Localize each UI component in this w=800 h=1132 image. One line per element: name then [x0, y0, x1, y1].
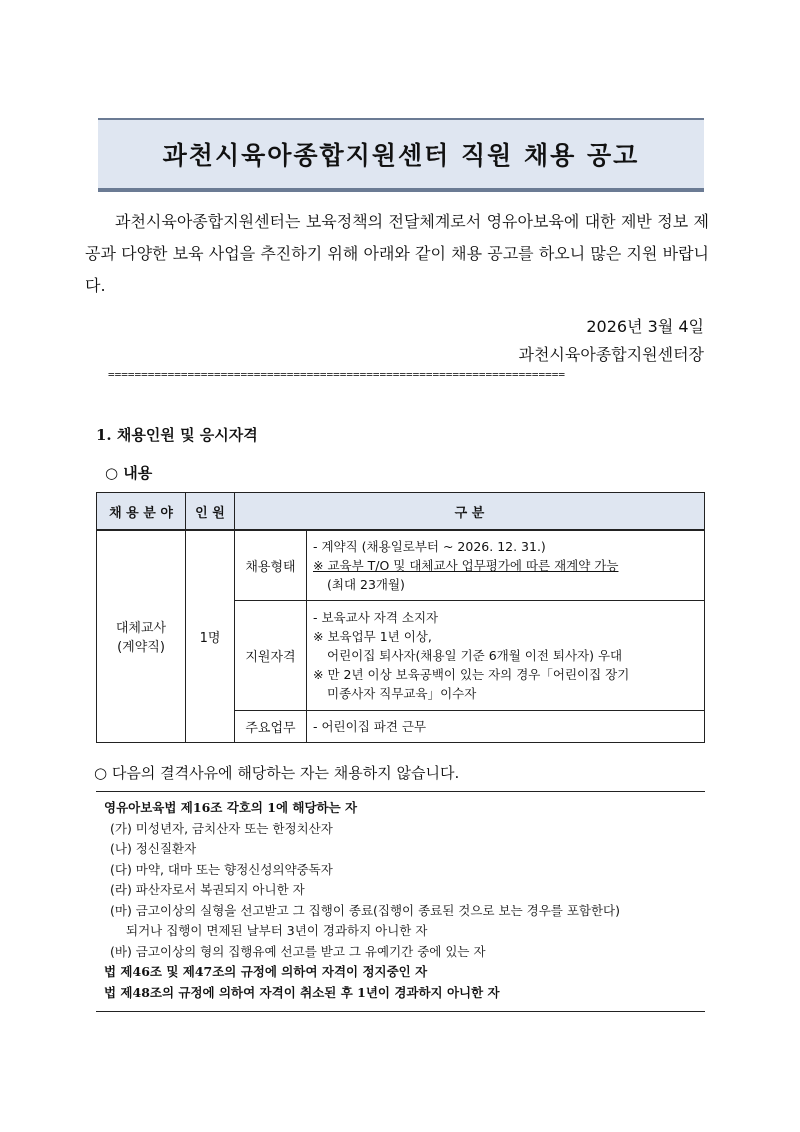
signature: 과천시육아종합지원센터장: [518, 345, 704, 364]
detail-line: 미종사자 직무교육」이수자: [327, 685, 477, 701]
recruitment-table: [96, 492, 705, 743]
list-item: (가) 미성년자, 금치산자 또는 한정치산자: [110, 820, 333, 836]
detail-cell: [307, 530, 705, 600]
detail-line: - 보육교사 자격 소지자: [313, 609, 439, 625]
detail-line: ※ 교육부 T/O 및 대체교사 업무평가에 따른 재계약 가능: [313, 557, 619, 573]
intro-text: 과천시육아종합지원센터는 보육정책의 전달체계로서 영유아보육에 대한 제반 정보 제공과 다양한 보육 사업을 추진하기 위해 아래와 같이 채용 공고를 하오니 많은 지원 바랍니다.: [85, 212, 709, 295]
detail-line: - 어린이집 파견 근무: [313, 718, 427, 734]
list-item: (나) 정신질환자: [110, 841, 197, 856]
list-item: (마) 금고이상의 실형을 선고받고 그 집행이 종료(집행이 종료된 것으로 보는 경우를 포함한다): [110, 902, 620, 918]
table-row: [97, 530, 705, 600]
count-cell: 1명: [186, 530, 235, 742]
detail-line: ※ 만 2년 이상 보육공백이 있는 자의 경우「어린이집 장기: [313, 666, 630, 682]
field-type: (계약직): [117, 640, 165, 656]
table-header-row: [97, 493, 705, 531]
section-title: 1. 채용인원 및 응시자격: [96, 426, 258, 444]
detail-cell: [307, 710, 705, 742]
law-48-clause: 법 제48조의 규정에 의하여 자격이 취소된 후 1년이 경과하지 아니한 자: [104, 984, 500, 1000]
header-category: 구 분: [235, 493, 705, 531]
detail-line: ※ 보육업무 1년 이상,: [313, 628, 432, 644]
header-count: 인 원: [186, 493, 235, 531]
category-cell: 지원자격: [235, 600, 307, 710]
disqualification-title: ○ 다음의 결격사유에 해당하는 자는 채용하지 않습니다.: [94, 764, 460, 782]
detail-line: (최대 23개월): [327, 576, 405, 592]
detail-line: 어린이집 퇴사자(채용일 기준 6개월 이전 퇴사자) 우대: [327, 647, 623, 663]
detail-cell: [307, 600, 705, 710]
list-item: (라) 파산자로서 복권되지 아니한 자: [110, 882, 305, 897]
page-title: 과천시육아종합지원센터 직원 채용 공고: [162, 141, 640, 170]
field-cell: [97, 530, 186, 742]
list-item: (다) 마약, 대마 또는 향정신성의약중독자: [110, 861, 333, 877]
field-name: 대체교사: [115, 621, 167, 637]
subsection-title: ○ 내용: [105, 464, 153, 482]
disqualification-heading: 영유아보육법 제16조 각호의 1에 해당하는 자: [104, 800, 358, 815]
category-cell: 채용형태: [235, 530, 307, 600]
header-field: 채 용 분 야: [97, 493, 186, 531]
category-cell: 주요업무: [235, 710, 307, 742]
detail-line: - 계약직 (채용일로부터 ~ 2026. 12. 31.): [313, 538, 546, 554]
law-47-clause: 법 제46조 및 제47조의 규정에 의하여 자격이 정지중인 자: [104, 964, 428, 979]
list-item: 되거나 집행이 면제된 날부터 3년이 경과하지 아니한 자: [126, 923, 428, 938]
intro-paragraph: [85, 206, 709, 302]
divider-line: =====================================================================: [108, 368, 565, 381]
disqualification-box: [96, 791, 705, 1012]
title-box: [98, 118, 704, 192]
list-item: (바) 금고이상의 형의 집행유예 선고를 받고 그 유예기간 중에 있는 자: [110, 943, 486, 959]
announcement-date: 2026년 3월 4일: [586, 317, 704, 336]
